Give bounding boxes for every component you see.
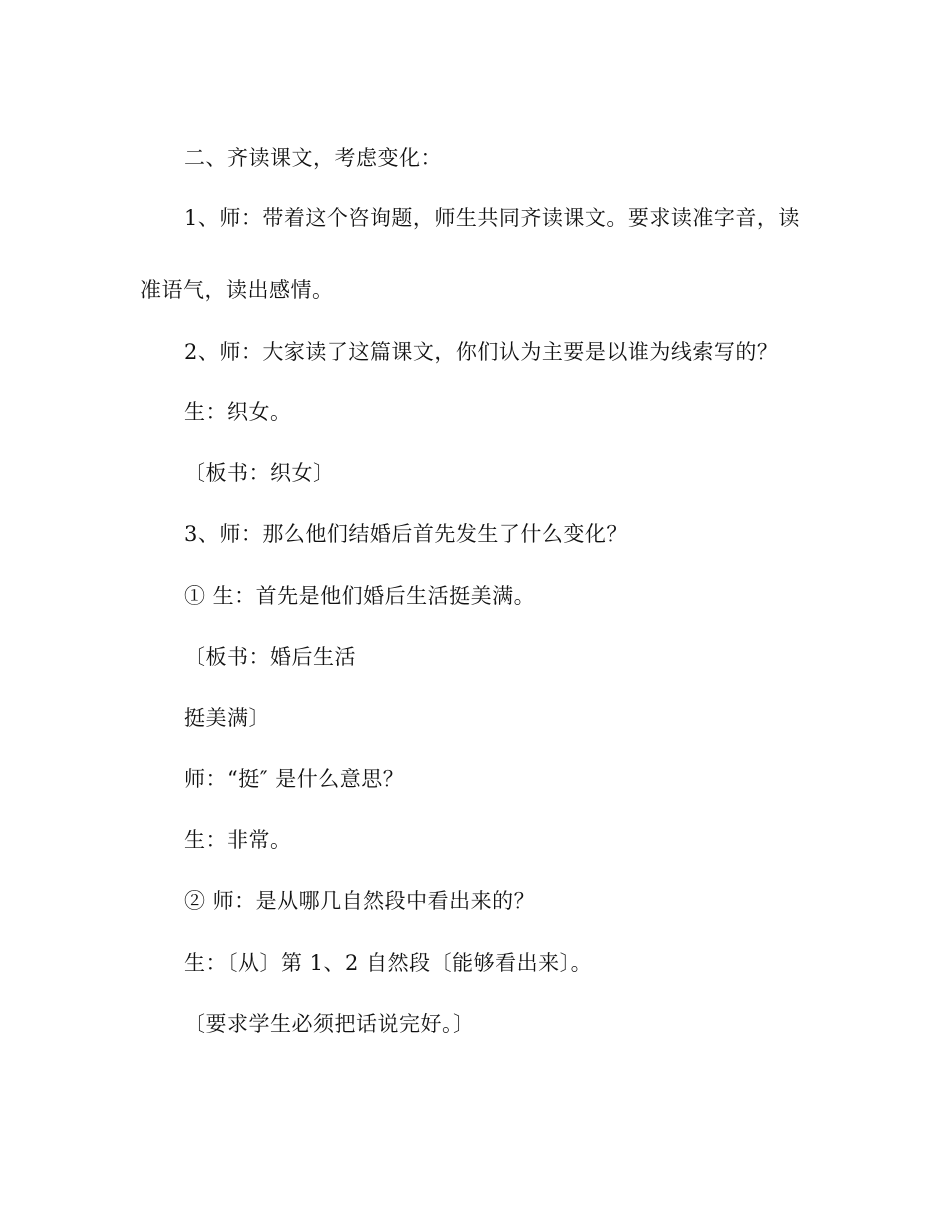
paragraph-line: 挺美满〕 <box>184 706 270 730</box>
paragraph-line: ② 师：是从哪几自然段中看出来的？ <box>184 889 536 913</box>
paragraph-line: 〔要求学生必须把话说完好。〕 <box>184 1012 475 1036</box>
paragraph-line: 3、师：那么他们结婚后首先发生了什么变化？ <box>184 522 628 546</box>
paragraph-line: 生：织女。 <box>184 400 292 424</box>
paragraph-line: 〔板书：织女〕 <box>184 461 335 485</box>
paragraph-line: 2、师：大家读了这篇课文，你们认为主要是以谁为线索写的？ <box>184 340 779 364</box>
paragraph-line: 准语气，读出感情。 <box>140 278 334 302</box>
paragraph-line: 师：“挺″ 是什么意思？ <box>184 767 405 791</box>
section-heading: 二、齐读课文，考虑变化： <box>184 146 442 170</box>
paragraph-line: 生：〔从〕第 1、2 自然段〔能够看出来〕。 <box>184 951 593 975</box>
paragraph-line: 1、师：带着这个咨询题，师生共同齐读课文。要求读准字音，读 <box>184 206 800 230</box>
paragraph-line: ① 生：首先是他们婚后生活挺美满。 <box>184 584 536 608</box>
paragraph-line: 〔板书：婚后生活 <box>184 645 356 669</box>
paragraph-line: 生：非常。 <box>184 828 292 852</box>
